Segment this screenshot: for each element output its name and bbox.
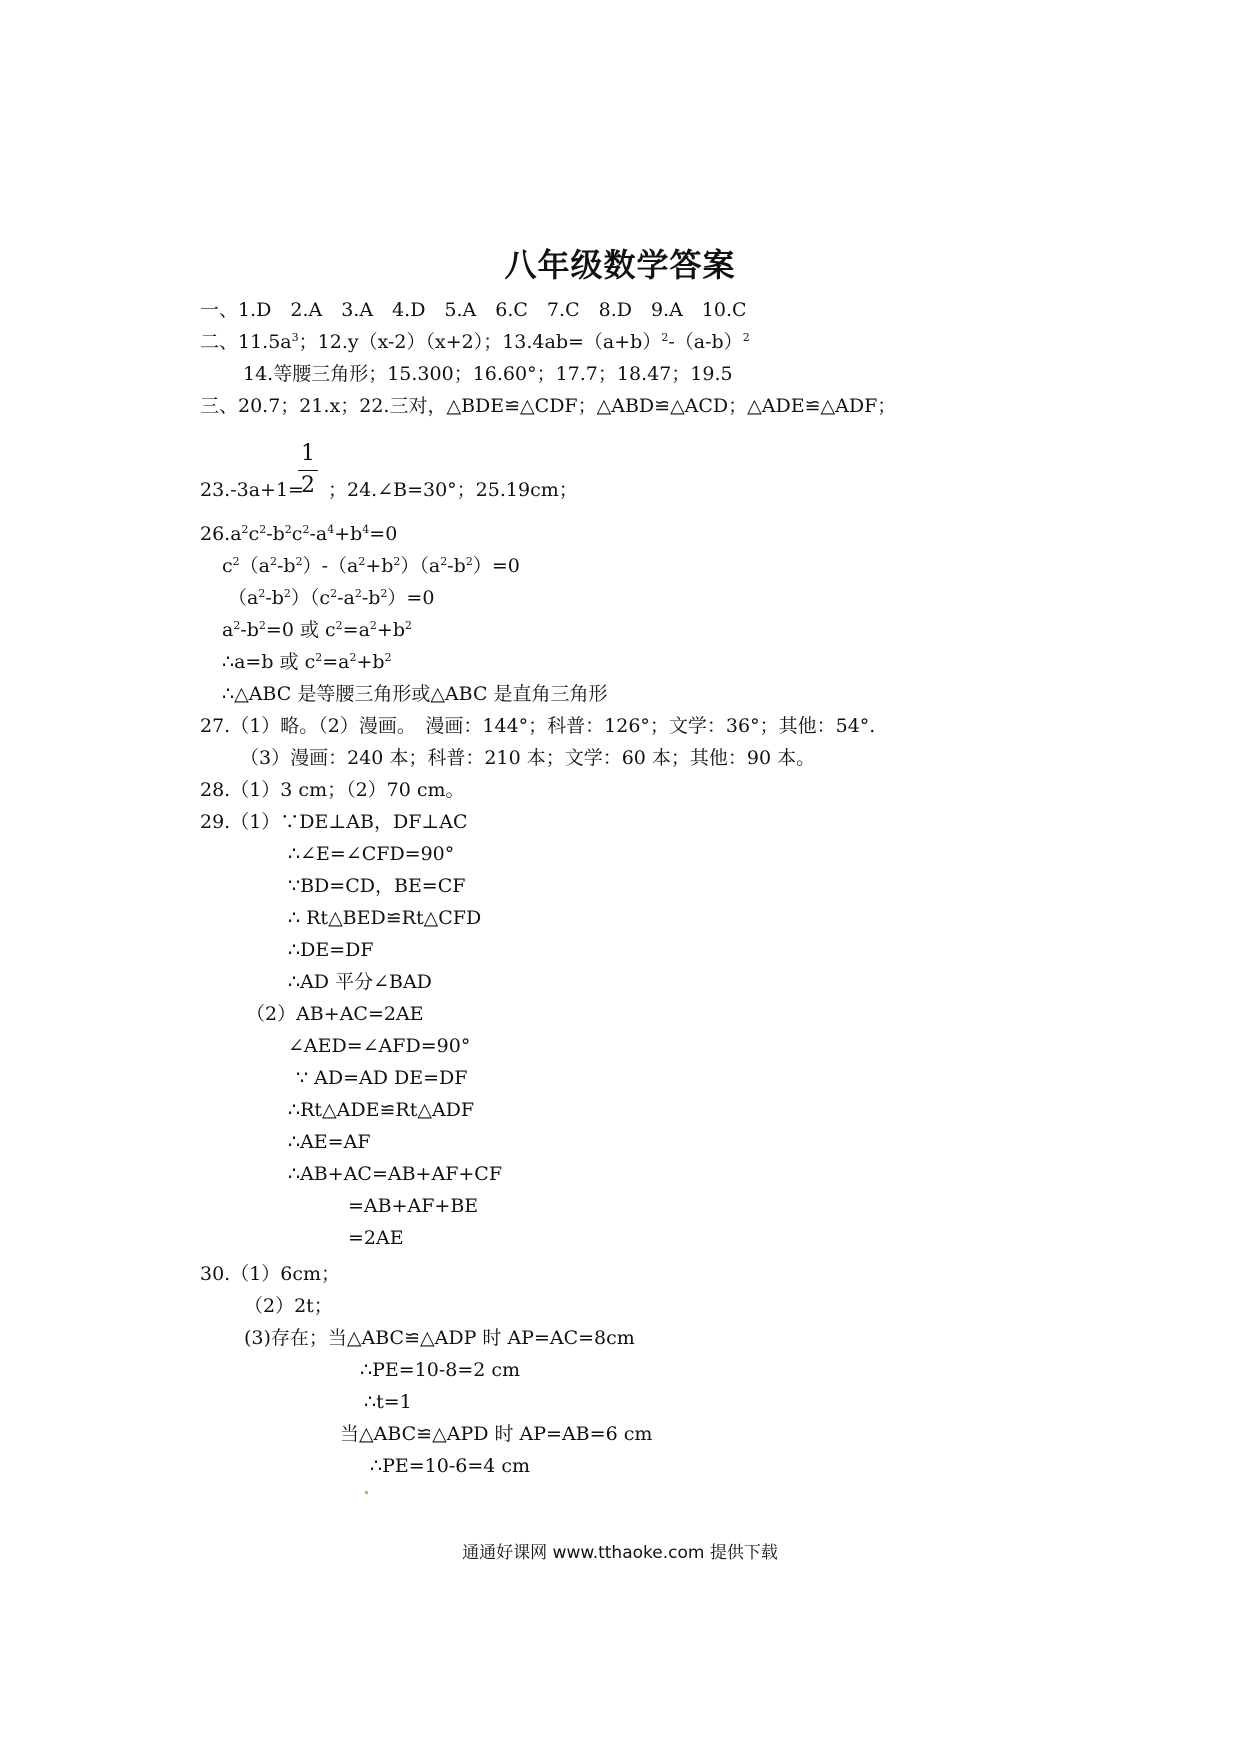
q29-line: 29.（1）∵DE⊥AB，DF⊥AC	[200, 811, 468, 833]
section2-line1	[200, 330, 750, 354]
q30-line: ∴t=1	[364, 1391, 412, 1413]
q26-line4: $a^2-b^2=0$ 或 $c^2=a^2+b^2$	[222, 619, 412, 641]
q29-line: ∴∠E=∠CFD=90°	[288, 843, 455, 865]
q30-line: 30.（1）6cm；	[200, 1263, 341, 1285]
page-title: 八年级数学答案	[504, 246, 736, 284]
q29-line: （2）AB+AC=2AE	[246, 1003, 424, 1025]
q26-line6: ∴△ABC 是等腰三角形或△ABC 是直角三角形	[222, 683, 608, 705]
q30-line: (3)存在；当△ABC≌△ADP 时 AP=AC=8cm	[244, 1327, 635, 1349]
q26-text: 26.a	[200, 523, 242, 545]
section3-line1: 三、20.7；21.x；22.三对，△BDE≌△CDF；△ABD≌△ACD；△ADE≌△ADF；	[200, 395, 897, 417]
page-footer: 通通好课网 www.tthaoke.com 提供下载	[462, 1543, 778, 1563]
fraction-denominator: 2	[301, 473, 315, 498]
q26-text: a	[222, 619, 234, 641]
superscript: 2	[661, 331, 669, 344]
q29-line: ∴AD 平分∠BAD	[288, 971, 432, 993]
q26-text: ∴a=b 或 c	[222, 651, 316, 673]
q26-line3: $(a^2-b^2)(c^2-a^2-b^2)=0$	[228, 587, 435, 609]
speck-mark	[365, 1491, 368, 1494]
q29-line: ∵BD=CD，BE=CF	[288, 875, 466, 897]
q29-line: ∴DE=DF	[288, 939, 374, 961]
q29-line: ∠AED=∠AFD=90°	[288, 1035, 471, 1057]
q29-line: =AB+AF+BE	[348, 1195, 479, 1217]
superscript: 2	[742, 331, 750, 344]
q23-suffix: ；24.∠B=30°；25.19cm；	[327, 479, 578, 501]
fraction-numerator: 1	[301, 441, 315, 466]
q30-line: 当△ABC≌△APD 时 AP=AB=6 cm	[340, 1423, 653, 1445]
q26-text: c	[222, 555, 233, 577]
q29-line: =2AE	[348, 1227, 404, 1249]
q26-line1: $26.a^2c^2-b^2c^2-a^4+b^4=0$	[200, 523, 398, 545]
section2-line2: 14.等腰三角形；15.300；16.60°；17.7；18.47；19.5	[243, 363, 733, 385]
q28-line: 28.（1）3 cm；（2）70 cm。	[200, 779, 465, 801]
q30-line: ∴PE=10-8=2 cm	[360, 1359, 521, 1381]
q12-13-text: ；12.y（x-2）（x+2）；13.4ab=（a+b）	[298, 331, 662, 353]
q30-line: （2）2t；	[244, 1295, 333, 1317]
q11-12-text: 二、11.5a	[200, 331, 292, 353]
q29-line: ∴AE=AF	[288, 1131, 371, 1153]
q23-prefix: 23.-3a+1=	[200, 479, 304, 501]
q23-25-line	[200, 478, 578, 502]
superscript: 3	[291, 331, 299, 344]
q27-line2: （3）漫画：240 本；科普：210 本；文学：60 本；其他：90 本。	[240, 747, 816, 769]
q26-line2: $c^2(a^2-b^2)-(a^2+b^2)(a^2-b^2)=0$	[222, 555, 520, 577]
q29-line: ∴ Rt△BED≌Rt△CFD	[288, 907, 482, 929]
q29-line: ∵ AD=AD DE=DF	[296, 1067, 468, 1089]
section1-answers: 一、1.D 2.A 3.A 4.D 5.A 6.C 7.C 8.D 9.A 10.C	[200, 299, 747, 321]
q26-text: （a	[228, 587, 259, 609]
fraction-bar	[298, 470, 318, 471]
q27-line1: 27.（1）略。（2）漫画。 漫画：144°；科普：126°；文学：36°；其他：54°.	[200, 715, 876, 737]
q13-text: -（a-b）	[668, 331, 743, 353]
q29-line: ∴AB+AC=AB+AF+CF	[288, 1163, 503, 1185]
q29-line: ∴Rt△ADE≌Rt△ADF	[288, 1099, 475, 1121]
q30-line: ∴PE=10-6=4 cm	[370, 1455, 531, 1477]
q26-line5: ∴a=b 或 $c^2=a^2+b^2$	[222, 651, 392, 673]
